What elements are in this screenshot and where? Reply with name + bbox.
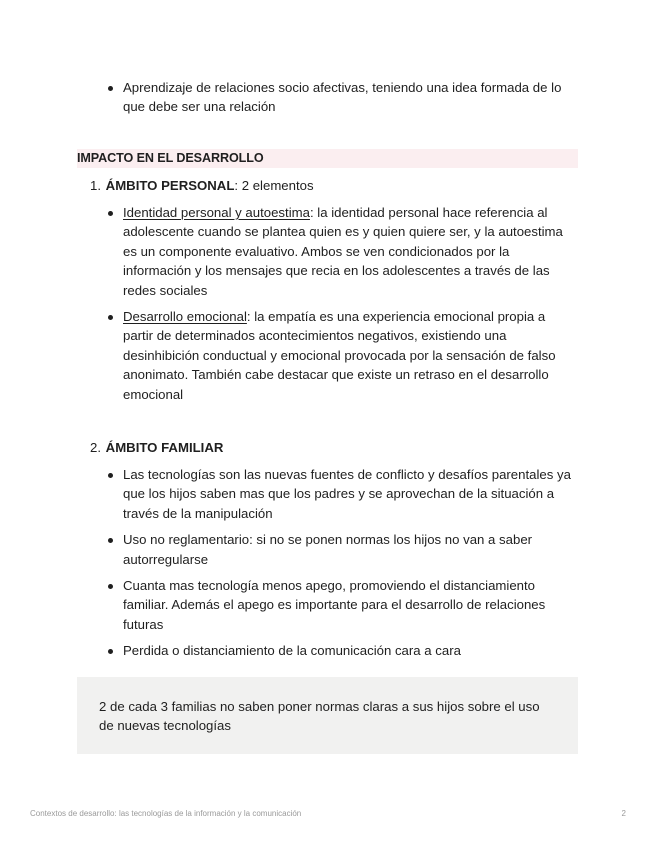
list-item-text: Uso no reglamentario: si no se ponen normas los hijos no van a saber autorregularse bbox=[123, 532, 533, 567]
ambito-familiar-list bbox=[77, 465, 578, 668]
ambito-familiar-title: ÁMBITO FAMILIAR bbox=[105, 440, 224, 455]
bullet-icon bbox=[108, 211, 113, 216]
bullet-icon bbox=[108, 584, 113, 589]
list-item bbox=[77, 530, 578, 569]
term-desarrollo-emocional: Desarrollo emocional bbox=[123, 309, 247, 325]
intro-bullet-list bbox=[77, 78, 578, 124]
list-number: 2. bbox=[90, 440, 101, 455]
bullet-icon bbox=[108, 538, 113, 543]
list-item-text: Aprendizaje de relaciones socio afectivas, teniendo una idea formada de lo que debe ser una relación bbox=[123, 80, 562, 115]
ambito-personal-list bbox=[77, 203, 578, 411]
callout-box bbox=[77, 677, 578, 754]
list-item bbox=[77, 641, 578, 660]
section-heading: IMPACTO EN EL DESARROLLO bbox=[77, 149, 578, 168]
list-item bbox=[77, 203, 578, 300]
ambito-personal-title: ÁMBITO PERSONAL bbox=[105, 178, 235, 193]
bullet-icon bbox=[108, 86, 113, 91]
term-identidad: Identidad personal y autoestima bbox=[123, 205, 310, 220]
bullet-icon bbox=[108, 315, 113, 320]
list-item-text: : la identidad personal hace referencia al adolescente cuando se plantea quien es y quien quiere ser, y la autoestima es un componente evaluativo. Ambos se ven condicionados por la información y los mensajes que recia en los adolescentes a través de las redes sociales bbox=[123, 205, 563, 298]
list-number: 1. bbox=[90, 178, 101, 193]
list-item bbox=[77, 307, 578, 404]
list-item-text: Las tecnologías son las nuevas fuentes de conflicto y desafíos parentales ya que los hijos saben mas que los padres y se aprovechan de la situación a través de la manipulación bbox=[123, 467, 571, 521]
ambito-personal-heading bbox=[77, 176, 314, 195]
list-item-text: : la empatía es una experiencia emocional propia a partir de determinados acontecimientos negativos, existiendo una desinhibición conductual y emocional provocada por la sensación de falso anonimato. También cabe destacar que existe un retraso en el desarrollo emocional bbox=[123, 309, 556, 402]
page-number: 2 bbox=[621, 809, 626, 818]
list-item-text: Cuanta mas tecnología menos apego, promoviendo el distanciamiento familiar. Además el apego es importante para el desarrollo de relaciones futuras bbox=[123, 578, 546, 632]
list-item bbox=[77, 465, 578, 523]
footer-title: Contextos de desarrollo: las tecnologías de la información y la comunicación bbox=[30, 809, 302, 818]
ambito-personal-suffix: : 2 elementos bbox=[234, 178, 314, 193]
list-item-text: Perdida o distanciamiento de la comunicación cara a cara bbox=[123, 643, 461, 659]
list-item bbox=[77, 576, 578, 634]
bullet-icon bbox=[108, 649, 113, 654]
callout-text: 2 de cada 3 familias no saben poner normas claras a sus hijos sobre el uso de nuevas tecnologías bbox=[99, 699, 540, 734]
bullet-icon bbox=[108, 473, 113, 478]
list-item bbox=[77, 78, 578, 117]
ambito-familiar-heading bbox=[77, 438, 223, 457]
